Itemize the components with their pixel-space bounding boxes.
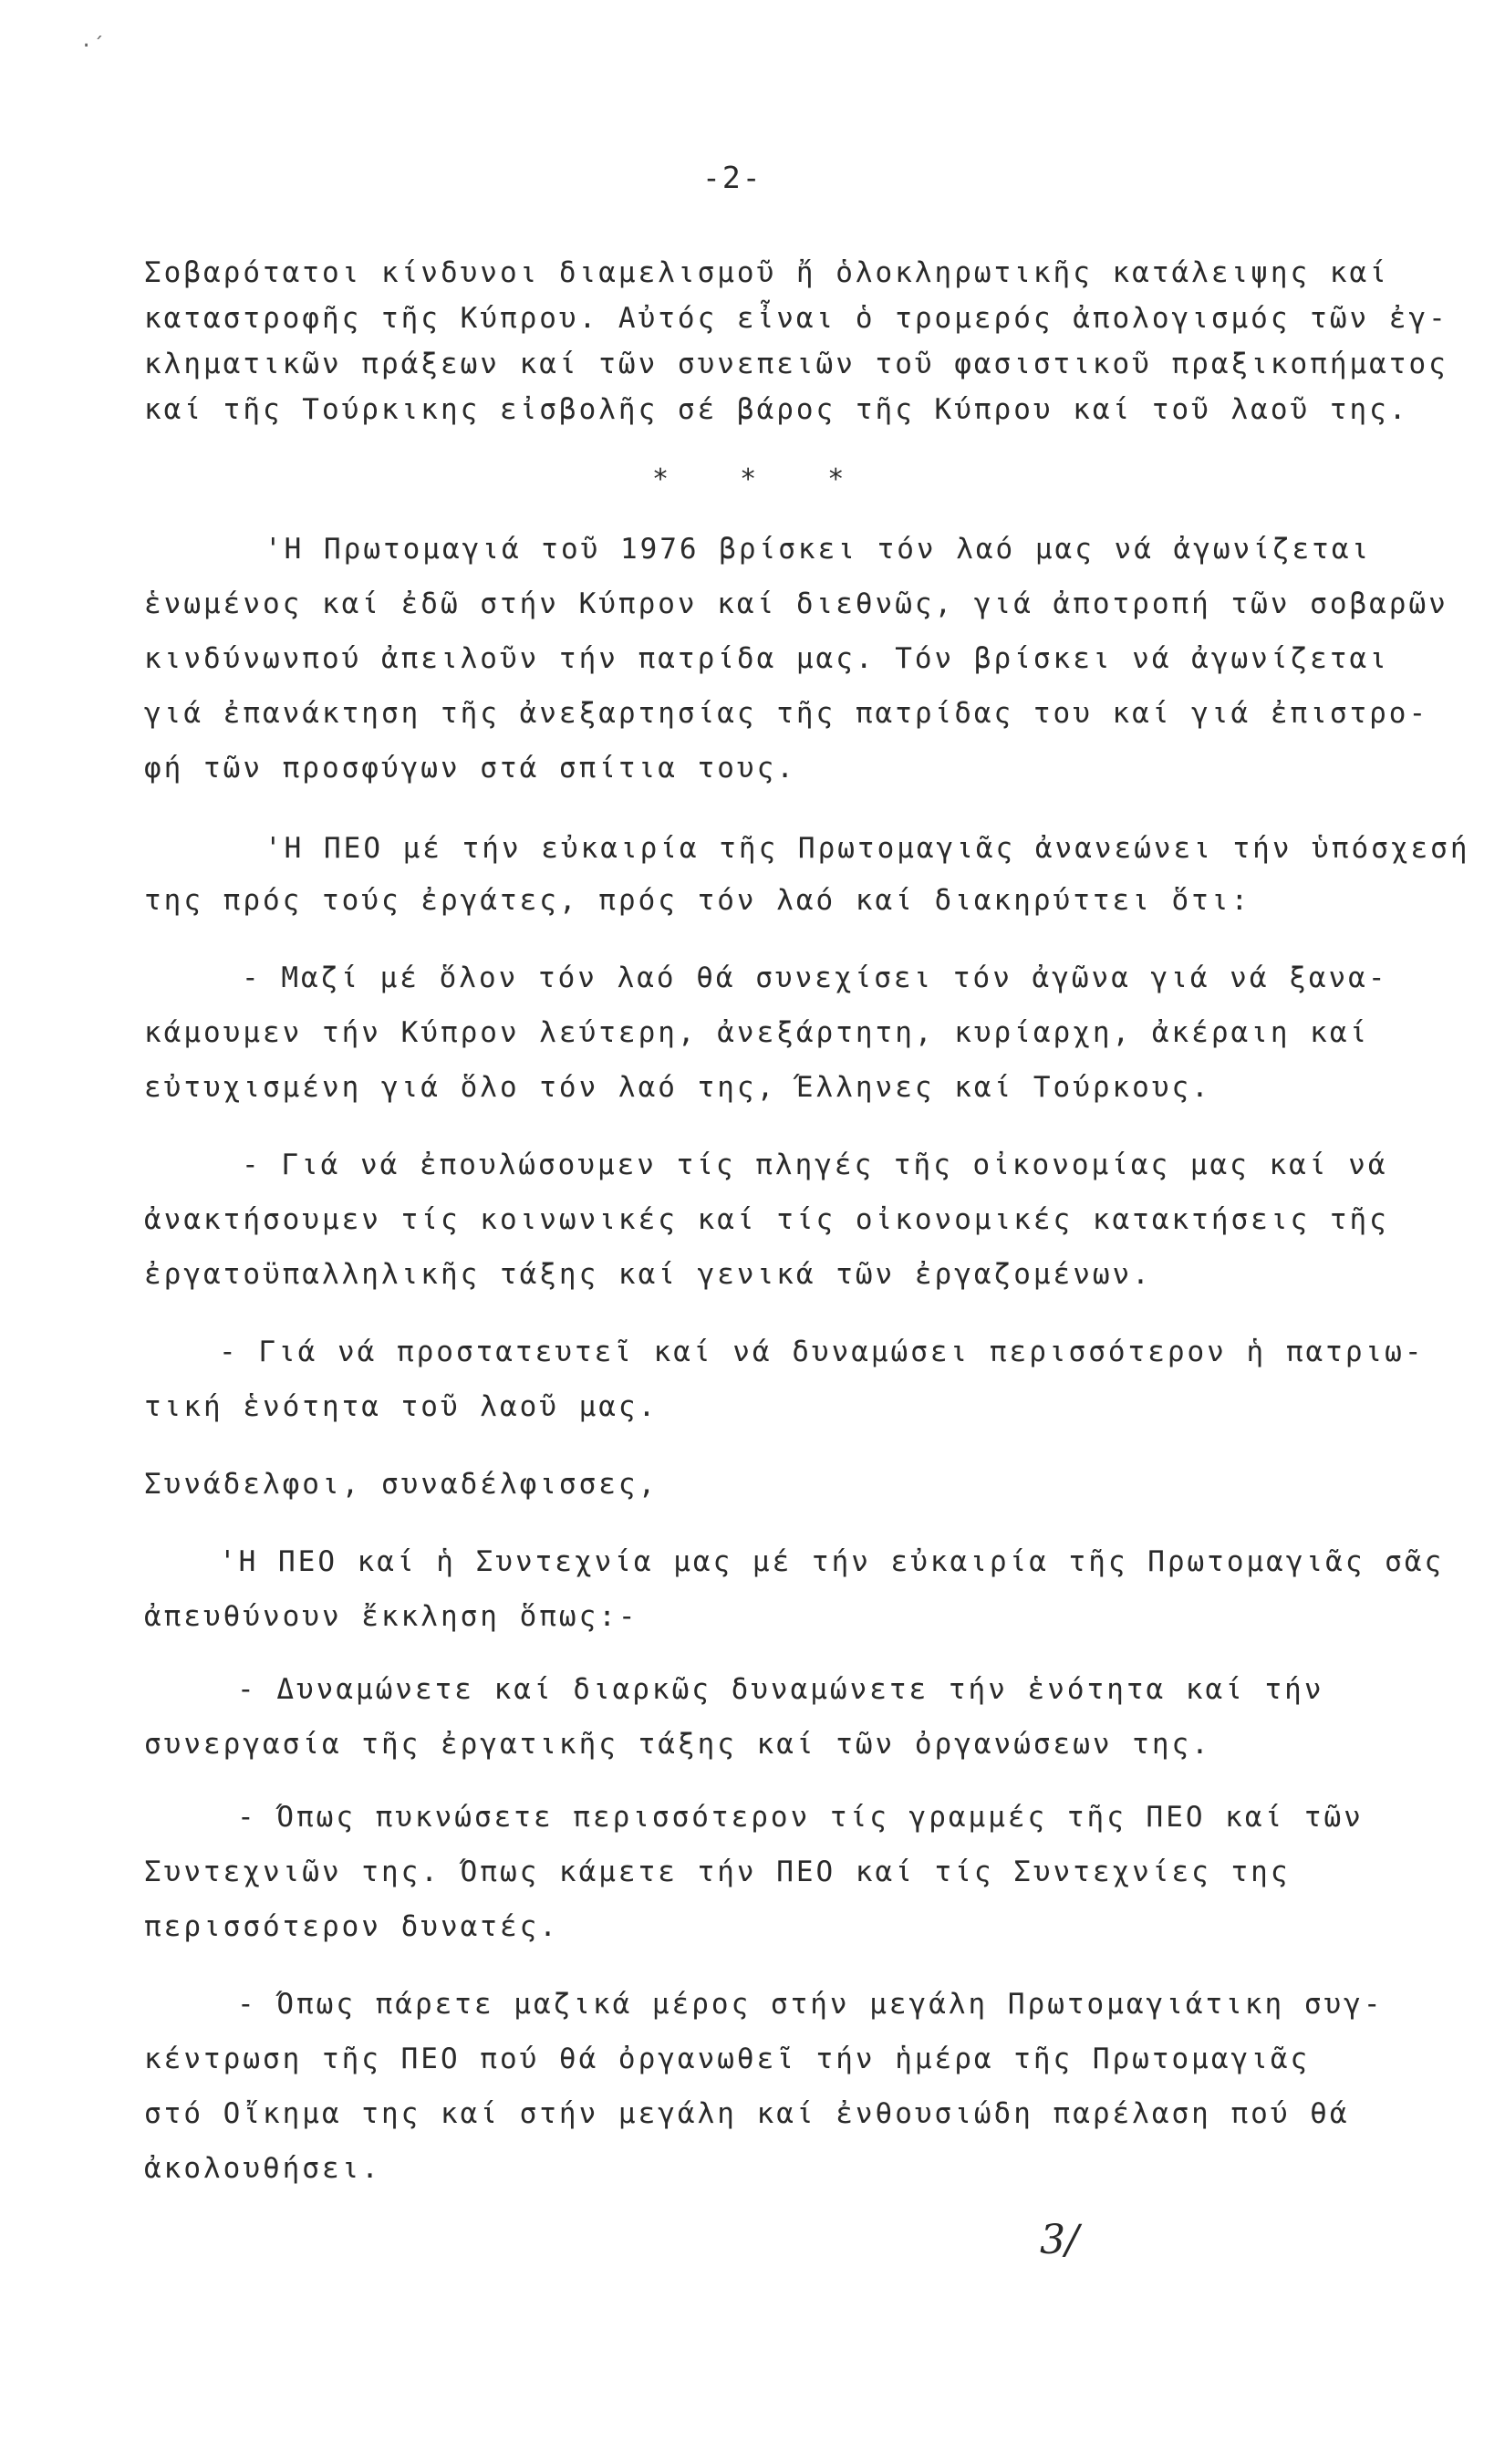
text-line: εὐτυχισμένη γιά ὅλο τόν λαό της, Έλληνες καί Τούρκους.	[144, 1071, 1211, 1104]
text-line: στό Οἴκημα της καί στήν μεγάλη καί ἐνθουσιώδη παρέλαση πού θά	[144, 2097, 1350, 2130]
text-line: ἀκολουθήσει.	[144, 2152, 381, 2185]
text-line: καταστροφῆς τῆς Κύπρου. Αὐτός εἶναι ὁ τρομερός ἀπολογισμός τῶν ἐγ-	[144, 302, 1448, 335]
text-line: ἐργατοϋπαλληλικῆς τάξης καί γενικά τῶν ἐργαζομένων.	[144, 1258, 1152, 1291]
text-line: ἑνωμένος καί ἐδῶ στήν Κύπρον καί διεθνῶς, γιά ἀποτροπή τῶν σοβαρῶν	[144, 587, 1448, 620]
text-line: 'Η ΠΕΟ καί ἡ Συντεχνία μας μέ τήν εὐκαιρία τῆς Πρωτομαγιᾶς σᾶς	[219, 1545, 1445, 1578]
text-line: - Όπως πάρετε μαζικά μέρος στήν μεγάλη Πρωτομαγιάτικη συγ-	[237, 1988, 1384, 2021]
text-line: - Όπως πυκνώσετε περισσότερον τίς γραμμές τῆς ΠΕΟ καί τῶν	[237, 1801, 1364, 1834]
text-line: κέντρωση τῆς ΠΕΟ πού θά ὀργανωθεῖ τήν ἡμέρα τῆς Πρωτομαγιᾶς	[144, 2043, 1311, 2075]
text-line: κάμουμεν τήν Κύπρον λεύτερη, ἀνεξάρτητη, κυρίαρχη, ἀκέραιη καί	[144, 1016, 1370, 1049]
continuation-mark: 3/	[1040, 2217, 1079, 2263]
text-line: ἀνακτήσουμεν τίς κοινωνικές καί τίς οἰκονομικές κατακτήσεις τῆς	[144, 1203, 1389, 1236]
text-line: 'Η Πρωτομαγιά τοῦ 1976 βρίσκει τόν λαό μας νά ἀγωνίζεται	[265, 533, 1372, 566]
text-line: 'Η ΠΕΟ μέ τήν εὐκαιρία τῆς Πρωτομαγιᾶς ἀνανεώνει τήν ὑπόσχεσή	[265, 832, 1470, 865]
corner-mark: ·´	[80, 35, 105, 57]
text-line: ἀπευθύνουν ἔκκληση ὅπως:-	[144, 1600, 638, 1633]
text-line: φή τῶν προσφύγων στά σπίτια τους.	[144, 752, 796, 785]
text-line: - Γιά νά προστατευτεῖ καί νά δυναμώσει περισσότερον ἡ πατριω-	[219, 1336, 1425, 1368]
text-line: περισσότερον δυνατές.	[144, 1910, 559, 1943]
text-line: κληματικῶν πράξεων καί τῶν συνεπειῶν τοῦ φασιστικοῦ πραξικοπήματος	[144, 348, 1448, 380]
text-line: καί τῆς Τούρκικης εἰσβολῆς σέ βάρος τῆς Κύπρου καί τοῦ λαοῦ της.	[144, 393, 1409, 426]
text-line: συνεργασία τῆς ἐργατικῆς τάξης καί τῶν ὀργανώσεων της.	[144, 1728, 1211, 1761]
text-line: - Μαζί μέ ὅλον τόν λαό θά συνεχίσει τόν ἀγῶνα γιά νά ξανα-	[242, 962, 1388, 994]
text-line: - Δυναμώνετε καί διαρκῶς δυναμώνετε τήν ἑνότητα καί τήν	[237, 1673, 1324, 1706]
text-line: Σοβαρότατοι κίνδυνοι διαμελισμοῦ ἤ ὁλοκληρωτικῆς κατάλειψης καί	[144, 256, 1389, 289]
text-line: της πρός τούς ἐργάτες, πρός τόν λαό καί διακηρύττει ὅτι:	[144, 884, 1251, 917]
text-line: κινδύνωνπού ἀπειλοῦν τήν πατρίδα μας. Τόν βρίσκει νά ἀγωνίζεται	[144, 642, 1389, 675]
text-line: τική ἑνότητα τοῦ λαοῦ μας.	[144, 1390, 659, 1423]
text-line: γιά ἐπανάκτηση τῆς ἀνεξαρτησίας τῆς πατρίδας του καί γιά ἐπιστρο-	[144, 697, 1429, 730]
text-line: Συνάδελφοι, συναδέλφισσες,	[144, 1468, 659, 1501]
text-line: - Γιά νά ἐπουλώσουμεν τίς πληγές τῆς οἰκονομίας μας καί νά	[242, 1149, 1388, 1181]
section-separator: * * *	[652, 463, 872, 495]
text-line: Συντεχνιῶν της. Όπως κάμετε τήν ΠΕΟ καί τίς Συντεχνίες της	[144, 1856, 1291, 1888]
page-number: -2-	[702, 160, 763, 195]
